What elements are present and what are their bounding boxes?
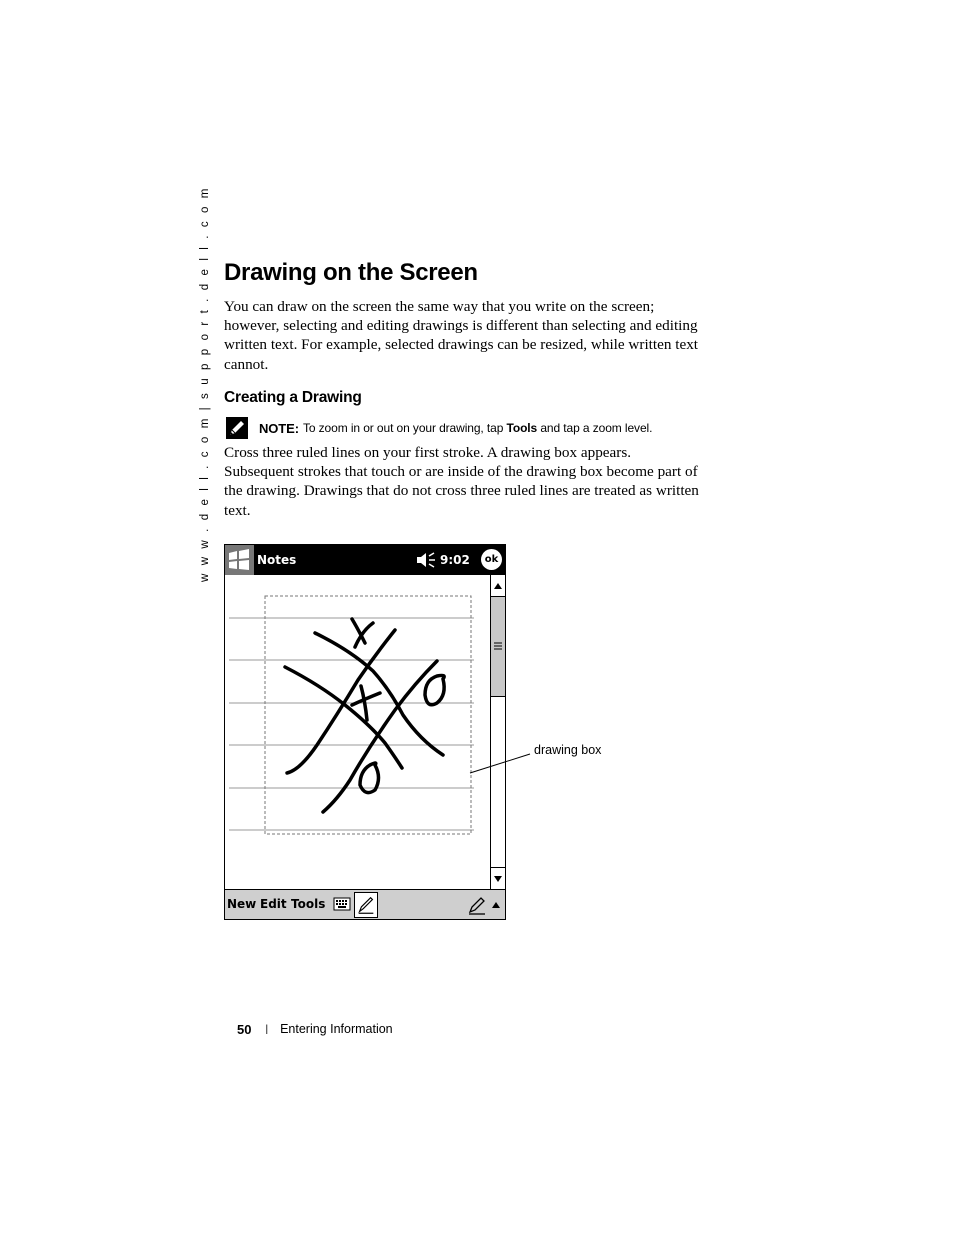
note-tools-word: Tools: [506, 421, 538, 435]
body-paragraph: Cross three ruled lines on your first stroke. A drawing box appears. Subsequent strokes that touch or are inside of the drawing box become part of the drawing. Drawings that do not cross three ruled lines are treated as written text.: [224, 444, 699, 519]
callout-leader-line: [468, 748, 536, 776]
input-panel-arrow-icon[interactable]: [489, 898, 503, 912]
page-footer: [237, 1020, 393, 1038]
intro-paragraph: You can draw on the screen the same way that you write on the screen; however, selecting and editing drawings is different than selecting and editing written text. For example, selected drawings can be resized, while written text cannot.: [224, 298, 699, 373]
side-url-text: w w w . d e l l . c o m | s u p p o r t . d e l l . c o m: [199, 186, 211, 582]
scroll-thumb[interactable]: [491, 597, 505, 697]
drawing-canvas[interactable]: [225, 575, 490, 889]
note-block: [226, 417, 652, 439]
ok-button[interactable]: ok: [481, 549, 502, 570]
note-text-before: To zoom in or out on your drawing, tap: [302, 421, 504, 435]
vertical-scrollbar[interactable]: [490, 575, 505, 889]
menu-tools[interactable]: Tools: [291, 897, 326, 911]
section-subheading: Creating a Drawing: [224, 389, 362, 406]
menu-new[interactable]: New: [227, 897, 257, 911]
app-title: Notes: [257, 553, 297, 567]
clock: 9:02: [440, 553, 470, 567]
page-number: 50: [237, 1021, 252, 1037]
scroll-down-icon[interactable]: [491, 867, 505, 889]
notes-app-screenshot: [224, 544, 506, 920]
footer-section: Entering Information: [280, 1022, 393, 1036]
note-text-after: and tap a zoom level.: [540, 421, 653, 435]
keyboard-icon[interactable]: [333, 897, 351, 911]
menu-edit[interactable]: Edit: [260, 897, 287, 911]
windows-start-icon[interactable]: [225, 545, 254, 575]
footer-separator: |: [265, 1023, 269, 1035]
pen-mode-button[interactable]: [354, 892, 378, 918]
scroll-up-icon[interactable]: [491, 575, 505, 597]
page-title: Drawing on the Screen: [224, 259, 478, 286]
note-label: NOTE:: [259, 420, 299, 436]
menu-bar: [225, 889, 505, 920]
pencil-note-icon: [226, 417, 248, 439]
callout-drawing-box: drawing box: [534, 743, 602, 757]
pen-icon[interactable]: [467, 896, 487, 916]
speaker-icon[interactable]: [415, 551, 437, 569]
title-bar: [225, 545, 505, 575]
